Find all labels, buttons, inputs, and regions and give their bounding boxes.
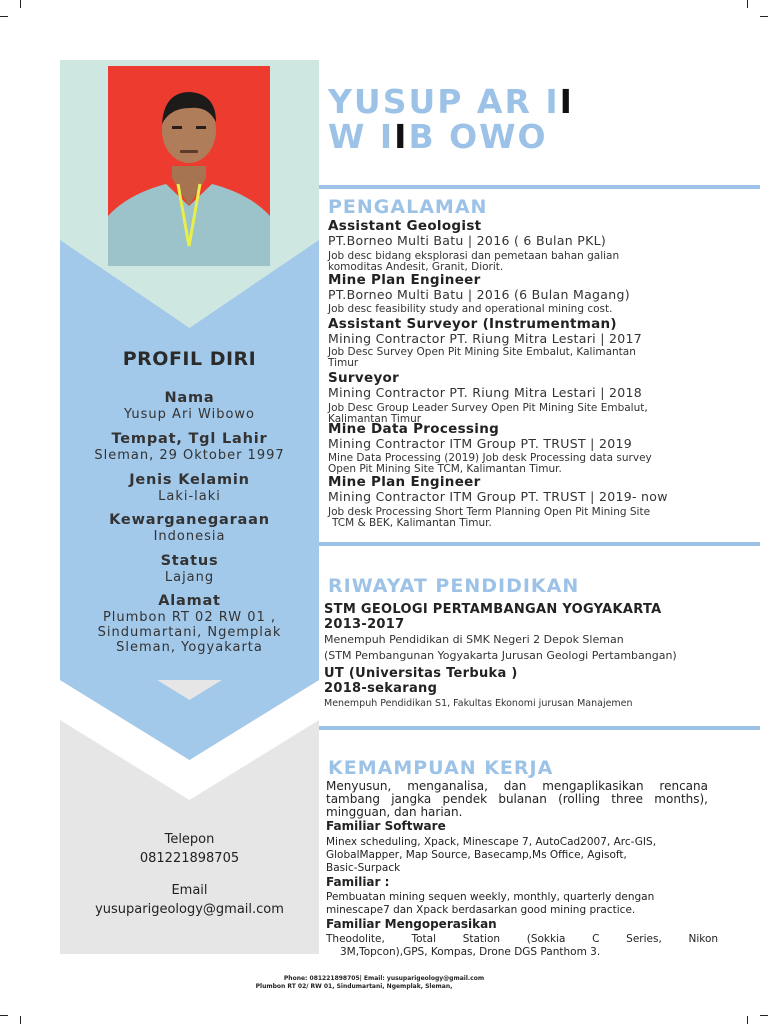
- experience-item: [328, 219, 728, 272]
- field-label: Tempat, Tgl Lahir: [111, 431, 268, 447]
- familiar-text: minescape7 dan Xpack berdasarkan good mining practice.: [326, 904, 636, 916]
- operate-text: 3M,Topcon),GPS, Kompas, Drone DGS Panthom 3.: [340, 946, 601, 958]
- job-title: Assistant Geologist: [328, 218, 482, 234]
- divider: [319, 185, 760, 189]
- field-label: Alamat: [158, 593, 221, 609]
- school-note: Menempuh Pendidikan di SMK Negeri 2 Depok Sleman: [324, 633, 624, 646]
- operate-heading: Familiar Mengoperasikan: [326, 917, 497, 931]
- education-item: [324, 602, 744, 663]
- email-value[interactable]: yusuparigeology@gmail.com: [95, 902, 284, 917]
- school-years: 2018-sekarang: [324, 681, 438, 696]
- field-value: Laki-laki: [158, 489, 221, 504]
- experience-item: [328, 371, 728, 424]
- crop-mark: [20, 0, 21, 8]
- field-nationality: [60, 512, 319, 544]
- school-name: UT (Universitas Terbuka ): [324, 666, 518, 681]
- field-value: Sleman, Yogyakarta: [116, 640, 263, 655]
- crop-mark: [760, 16, 768, 17]
- name-line1: YUSUP AR I: [328, 82, 560, 121]
- name-line1-extra: I: [559, 82, 574, 121]
- job-company: Mining Contractor PT. Riung Mitra Lestari | 2018: [328, 385, 642, 400]
- familiar-heading: Familiar :: [326, 875, 390, 889]
- job-company: PT.Borneo Multi Batu | 2016 (6 Bulan Magang): [328, 287, 630, 302]
- job-desc: Job desc bidang eksplorasi dan pemetaan bahan galian: [328, 250, 620, 262]
- job-desc: Timur: [328, 356, 359, 369]
- software-list: Minex scheduling, Xpack, Minescape 7, AutoCad2007, Arc-GIS,: [326, 836, 657, 848]
- profile-heading: PROFIL DIRI: [122, 348, 257, 370]
- job-desc: Job desc feasibility study and operational mining cost.: [328, 303, 613, 315]
- school-note: Menempuh Pendidikan S1, Fakultas Ekonomi jurusan Manajemen: [324, 698, 633, 709]
- experience-heading: PENGALAMAN: [328, 196, 488, 218]
- experience-item: [328, 475, 728, 528]
- profile-sidebar: [60, 60, 319, 954]
- operate-text: Theodolite, Total Station (Sokkia C Series, Nikon: [326, 933, 719, 945]
- education-item: [324, 666, 744, 711]
- school-name: STM GEOLOGI PERTAMBANGAN YOGYAKARTA: [324, 602, 662, 617]
- field-label: Nama: [164, 390, 215, 406]
- field-value: Lajang: [164, 570, 215, 585]
- job-desc: komoditas Andesit, Granit, Diorit.: [328, 260, 504, 273]
- field-value: Sindumartani, Ngemplak: [97, 625, 282, 640]
- field-label: Status: [160, 553, 219, 569]
- full-name: [328, 84, 574, 154]
- divider: [319, 542, 760, 546]
- software-heading: Familiar Software: [326, 819, 446, 833]
- job-title: Mine Data Processing: [328, 421, 500, 437]
- name-line2-b: B OWO: [408, 117, 548, 156]
- person-photo-icon: [108, 66, 270, 266]
- skills-summary: Menyusun, menganalisa, dan mengaplikasikan rencana tambang jangka pendek bulanan (rolling three months), mingguan, dan harian.: [326, 779, 708, 819]
- phone-value[interactable]: 081221898705: [139, 851, 240, 866]
- name-line2-extra: I: [394, 117, 409, 156]
- email-label: Email: [171, 883, 208, 898]
- job-desc: Job Desc Group Leader Survey Open Pit Mining Site Embalut,: [328, 402, 648, 414]
- crop-mark: [747, 0, 748, 8]
- field-gender: [60, 472, 319, 504]
- software-list: GlobalMapper, Map Source, Basecamp,Ms Office, Agisoft,: [326, 849, 627, 861]
- crop-mark: [760, 1015, 768, 1016]
- job-company: Mining Contractor PT. Riung Mitra Lestari | 2017: [328, 331, 642, 346]
- job-desc: Open Pit Mining Site TCM, Kalimantan Timur.: [328, 462, 562, 475]
- name-line2-a: W I: [328, 117, 395, 156]
- field-value: Indonesia: [153, 529, 226, 544]
- crop-mark: [747, 1016, 748, 1024]
- field-address: [60, 593, 319, 655]
- familiar-text: Pembuatan mining sequen weekly, monthly, quarterly dengan: [326, 891, 655, 903]
- skills-heading: KEMAMPUAN KERJA: [328, 757, 554, 779]
- field-value: Yusup Ari Wibowo: [123, 407, 256, 422]
- job-desc: Kalimantan Timur: [328, 412, 422, 425]
- job-desc: Job desk Processing Short Term Planning Open Pit Mining Site: [328, 506, 651, 518]
- job-title: Mine Plan Engineer: [328, 474, 481, 490]
- job-title: Assistant Surveyor (Instrumentman): [328, 316, 617, 332]
- field-label: Kewarganegaraan: [109, 512, 270, 528]
- footer-contact: Phone: 081221898705| Email: yusuparigeology@gmail.com: [283, 975, 485, 982]
- education-heading: RIWAYAT PENDIDIKAN: [328, 575, 580, 597]
- field-label: Jenis Kelamin: [129, 472, 250, 488]
- job-company: Mining Contractor ITM Group PT. TRUST | 2019- now: [328, 489, 668, 504]
- field-name: [60, 390, 319, 422]
- school-note: (STM Pembangunan Yogyakarta Jurusan Geologi Pertambangan): [324, 649, 677, 662]
- profile-photo: [108, 66, 270, 266]
- field-value: Sleman, 29 Oktober 1997: [94, 448, 285, 463]
- crop-mark: [0, 1015, 8, 1016]
- divider: [319, 726, 760, 730]
- job-desc: Job Desc Survey Open Pit Mining Site Embalut, Kalimantan: [328, 346, 636, 358]
- crop-mark: [0, 16, 8, 17]
- field-value: Plumbon RT 02 RW 01 ,: [102, 610, 277, 625]
- phone-label: Telepon: [164, 832, 215, 847]
- job-company: Mining Contractor ITM Group PT. TRUST | 2019: [328, 436, 632, 451]
- job-desc: TCM & BEK, Kalimantan Timur.: [332, 516, 492, 529]
- job-company: PT.Borneo Multi Batu | 2016 ( 6 Bulan PKL): [328, 233, 607, 248]
- experience-item: [328, 422, 728, 474]
- crop-mark: [20, 1016, 21, 1024]
- footer-address: Plumbon RT 02/ RW 01, Sindumartani, Ngemplak, Sleman,: [255, 983, 453, 990]
- field-status: [60, 553, 319, 585]
- experience-item: [328, 273, 728, 315]
- software-list: Basic-Surpack: [326, 862, 401, 874]
- school-years: 2013-2017: [324, 617, 405, 632]
- job-desc: Mine Data Processing (2019) Job desk Processing data survey: [328, 452, 652, 464]
- skills-block: [326, 779, 719, 959]
- job-title: Mine Plan Engineer: [328, 272, 481, 288]
- job-title: Surveyor: [328, 370, 400, 386]
- field-birth: [60, 431, 319, 463]
- experience-item: [328, 317, 728, 368]
